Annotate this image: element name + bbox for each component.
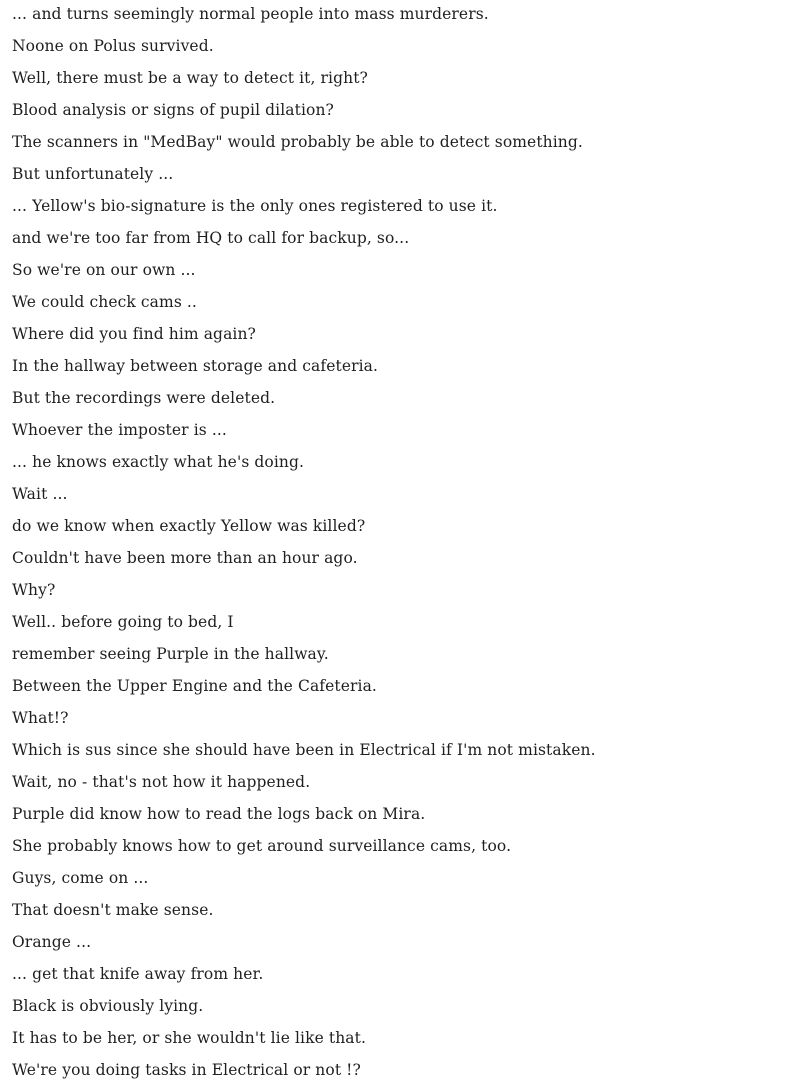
dialogue-line: Between the Upper Engine and the Cafeteria.	[12, 677, 377, 695]
dialogue-line: Where did you find him again?	[12, 325, 256, 343]
dialogue-line: Which is sus since she should have been in Electrical if I'm not mistaken.	[12, 741, 596, 759]
dialogue-line: But the recordings were deleted.	[12, 389, 276, 407]
dialogue-line: We're you doing tasks in Electrical or not !?	[12, 1061, 361, 1079]
dialogue-line: Whoever the imposter is ...	[12, 421, 227, 439]
dialogue-line: So we're on our own ...	[12, 261, 196, 279]
dialogue-line: do we know when exactly Yellow was killed?	[12, 517, 366, 535]
dialogue-line: ... he knows exactly what he's doing.	[12, 453, 305, 471]
dialogue-line: Guys, come on ...	[12, 869, 149, 887]
dialogue-line: Orange ...	[12, 933, 92, 951]
dialogue-line: The scanners in "MedBay" would probably be able to detect something.	[12, 133, 583, 151]
dialogue-line: Blood analysis or signs of pupil dilation?	[12, 101, 334, 119]
dialogue-line: ... and turns seemingly normal people into mass murderers.	[12, 5, 489, 23]
dialogue-line: Couldn't have been more than an hour ago.	[12, 549, 358, 567]
dialogue-line: Wait, no - that's not how it happened.	[12, 773, 311, 791]
dialogue-line: In the hallway between storage and cafeteria.	[12, 357, 379, 375]
dialogue-line: That doesn't make sense.	[12, 901, 214, 919]
dialogue-line: Purple did know how to read the logs back on Mira.	[12, 805, 426, 823]
dialogue-transcript	[12, 3, 792, 1091]
dialogue-line: She probably knows how to get around surveillance cams, too.	[12, 837, 512, 855]
dialogue-line: Black is obviously lying.	[12, 997, 204, 1015]
dialogue-line: ... get that knife away from her.	[12, 965, 264, 983]
dialogue-line: remember seeing Purple in the hallway.	[12, 645, 329, 663]
dialogue-line: Wait ...	[12, 485, 68, 503]
dialogue-line: What!?	[12, 709, 69, 727]
dialogue-line: Well.. before going to bed, I	[12, 613, 234, 631]
dialogue-line: Well, there must be a way to detect it, right?	[12, 69, 368, 87]
dialogue-line: We could check cams ..	[12, 293, 197, 311]
dialogue-line: ... Yellow's bio-signature is the only ones registered to use it.	[12, 197, 498, 215]
dialogue-line: Why?	[12, 581, 56, 599]
dialogue-line: But unfortunately ...	[12, 165, 174, 183]
dialogue-line: It has to be her, or she wouldn't lie like that.	[12, 1029, 367, 1047]
dialogue-line: Noone on Polus survived.	[12, 37, 214, 55]
dialogue-line: and we're too far from HQ to call for backup, so...	[12, 229, 410, 247]
